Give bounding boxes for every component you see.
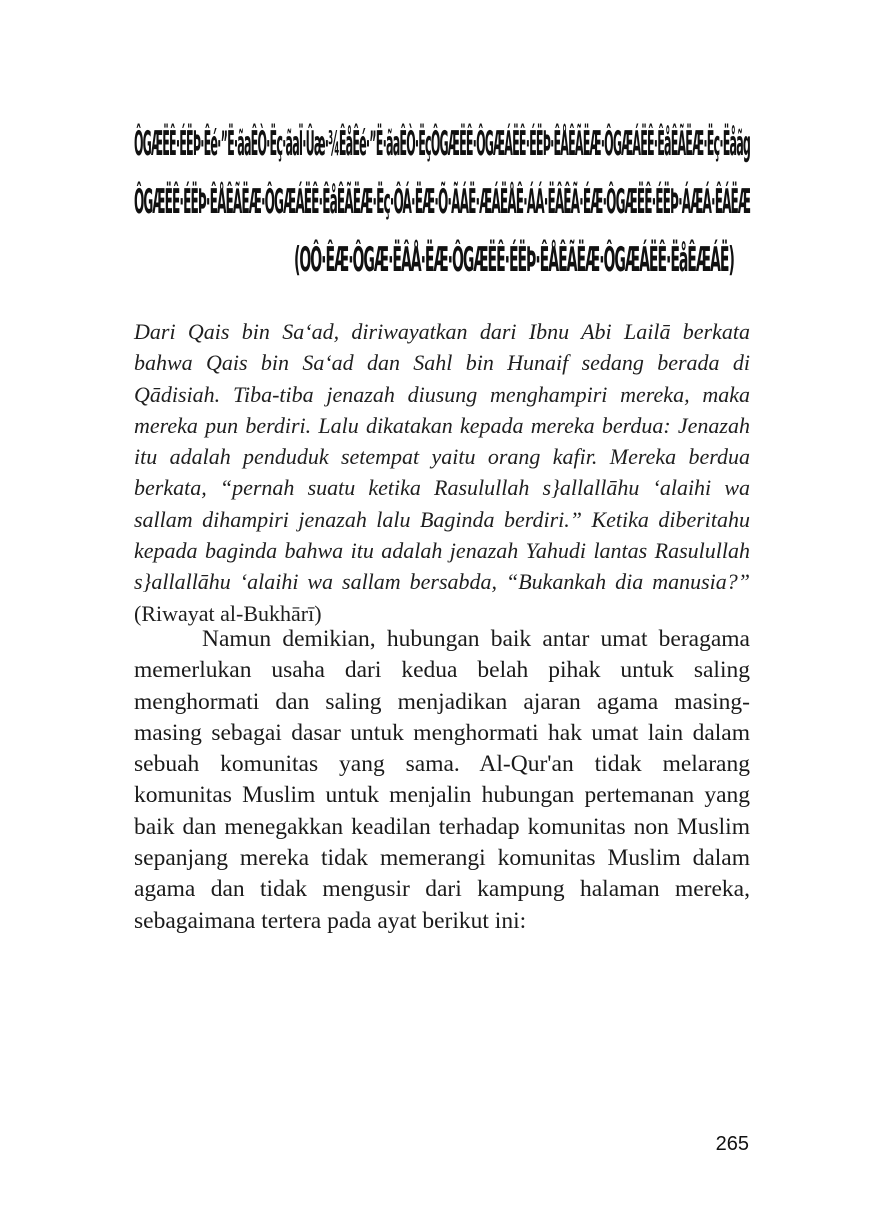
hadith-translation-text: Dari Qais bin Sa‘ad, diriwayatkan dari Ibnu Abi Lailā berkata bahwa Qais bin Sa‘ad dan Sahl bin Hunaif sedang berada di Qādisiah. Tiba-tiba jenazah diusung menghampiri mereka, maka mereka pun berdiri. Lalu dikatakan kepada mereka berdua: Jenazah itu adalah penduduk setempat yaitu orang kafir. Mereka berdua berkata, “pernah suatu ketika Rasulullah s}allallāhu ‘alaihi wa sallam dihampiri jenazah lalu Baginda berdiri.” Ketika diberitahu kepada baginda bahwa itu adalah jenazah Yahudi lantas Rasulullah s}allallāhu ‘alaihi wa sallam bersabda, “Bukankah dia manusia?”	[134, 319, 750, 595]
hadith-source: (Riwayat al-Bukhārī)	[134, 600, 322, 626]
arabic-line: (OÔ·ÊÆ·ÔGÆ·ËÂÅ·ËÆ·ÔGÆËÊ·ÉËÞ·ÊÅÊÃËÆ·ÔGÆÁËÊ·ËåÊÆÁË)	[294, 240, 734, 280]
page-number: 265	[715, 1133, 749, 1155]
arabic-line: ÔGÆËÊ·ÉËÞ·ÊÅÊÃËÆ·ÔGÆÁËÊ·ÊåÊÃËÆ·Ëç·ÔÁ·ËÆ·Õ·ÃÁË·ÆÁËÅÊ·ÁÁ·ËÂÊÃ·ÉÆ·ÔGÆËÊ·ÉËÞ·ÁÆÁ·ÊÁËÆ	[134, 182, 751, 222]
arabic-hadith-text	[134, 118, 750, 283]
hadith-translation	[134, 316, 750, 629]
body-paragraph: Namun demikian, hubungan baik antar umat beragama memerlukan usaha dari kedua belah pihak untuk saling menghormati dan saling menjadikan ajaran agama masing-masing sebagai dasar untuk menghormati hak umat lain dalam sebuah komunitas yang sama. Al-Qur'an tidak melarang komunitas Muslim untuk menjalin hubungan pertemanan yang baik dan menegakkan keadilan terhadap komunitas non Muslim sepanjang mereka tidak memerangi komunitas Muslim dalam agama dan tidak mengusir dari kampung halaman mereka, sebagaimana tertera pada ayat berikut ini:	[134, 626, 750, 934]
arabic-line: ÔGÆËÊ·ÉËÞ·Êé·”Ë·ãaÊÒ·Ëç·ãaÏ·Ûæ·¾ÊåÊé·”Ë·ãaÊÒ·ËçÔGÆËÊ·ÔGÆÁËÊ·ÉËÞ·ÊÅÊÃËÆ·ÔGÆÁËÊ·ÊåÊÃËÆ·Ëç·Ëåãg	[134, 124, 751, 164]
